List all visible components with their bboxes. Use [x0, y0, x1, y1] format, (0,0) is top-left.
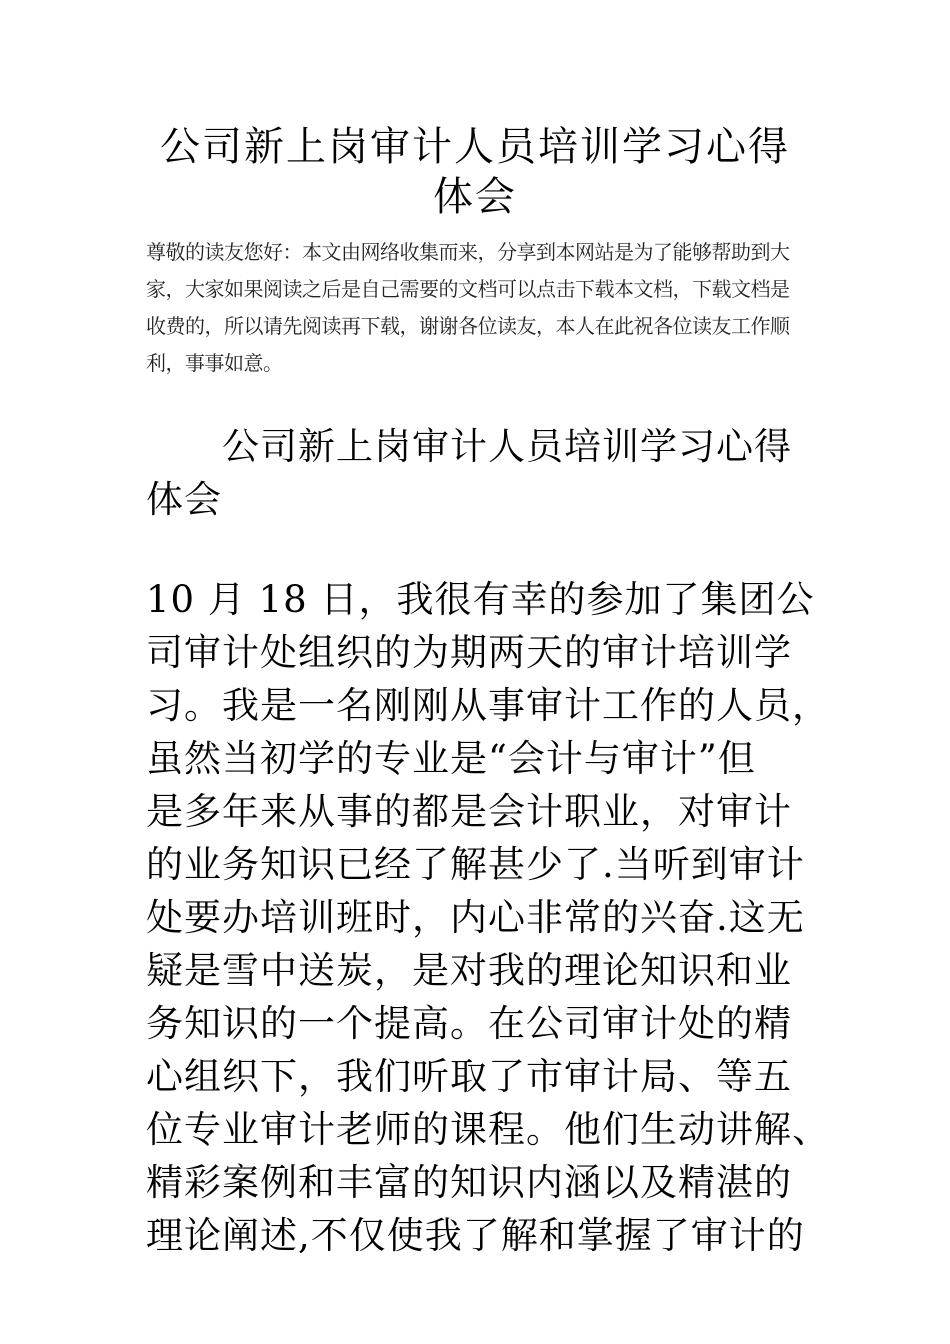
body-line: 的业务知识已经了解甚少了.当听到审计 — [146, 843, 805, 886]
reader-notice-line: 家，大家如果阅读之后是自己需要的文档可以点击下载本文档，下载文档是 — [146, 277, 790, 301]
reader-notice-line: 尊敬的读友您好：本文由网络收集而来，分享到本网站是为了能够帮助到大 — [146, 240, 790, 264]
body-line: 处要办培训班时，内心非常的兴奋.这无 — [146, 896, 805, 939]
body-line: 习。我是一名刚刚从事审计工作的人员， — [146, 684, 830, 727]
body-line: 心组织下，我们听取了市审计局、等五 — [146, 1055, 792, 1098]
body-line: 司审计处组织的为期两天的审计培训学 — [146, 631, 792, 674]
body-line: 是多年来从事的都是会计职业，对审计 — [146, 790, 792, 833]
body-line: 位专业审计老师的课程。他们生动讲解、 — [146, 1108, 830, 1151]
body-line: 精彩案例和丰富的知识内涵以及精湛的 — [146, 1161, 792, 1204]
body-line: 虽然当初学的专业是“会计与审计”但 — [146, 737, 756, 780]
reader-notice-line: 利，事事如意。 — [146, 351, 283, 375]
body-paragraph — [146, 573, 846, 1262]
reader-notice-line: 收费的，所以请先阅读再下载，谢谢各位读友，本人在此祝各位读友工作顺 — [146, 314, 790, 338]
document-title-line: 公司新上岗审计人员培训学习心得 — [160, 124, 790, 170]
document-title-line: 体会 — [433, 174, 517, 220]
body-line: 10 月 18 日，我很有幸的参加了集团公 — [146, 578, 815, 621]
reader-notice — [146, 234, 816, 382]
document-title — [120, 122, 830, 222]
section-heading-line: 公司新上岗审计人员培训学习心得 — [222, 425, 792, 468]
body-line: 务知识的一个提高。在公司审计处的精 — [146, 1002, 792, 1045]
body-line: 疑是雪中送炭，是对我的理论知识和业 — [146, 949, 792, 992]
body-line: 理论阐述,不仅使我了解和掌握了审计的 — [146, 1214, 805, 1257]
section-heading-line: 体会 — [146, 478, 222, 521]
section-heading — [146, 420, 836, 526]
